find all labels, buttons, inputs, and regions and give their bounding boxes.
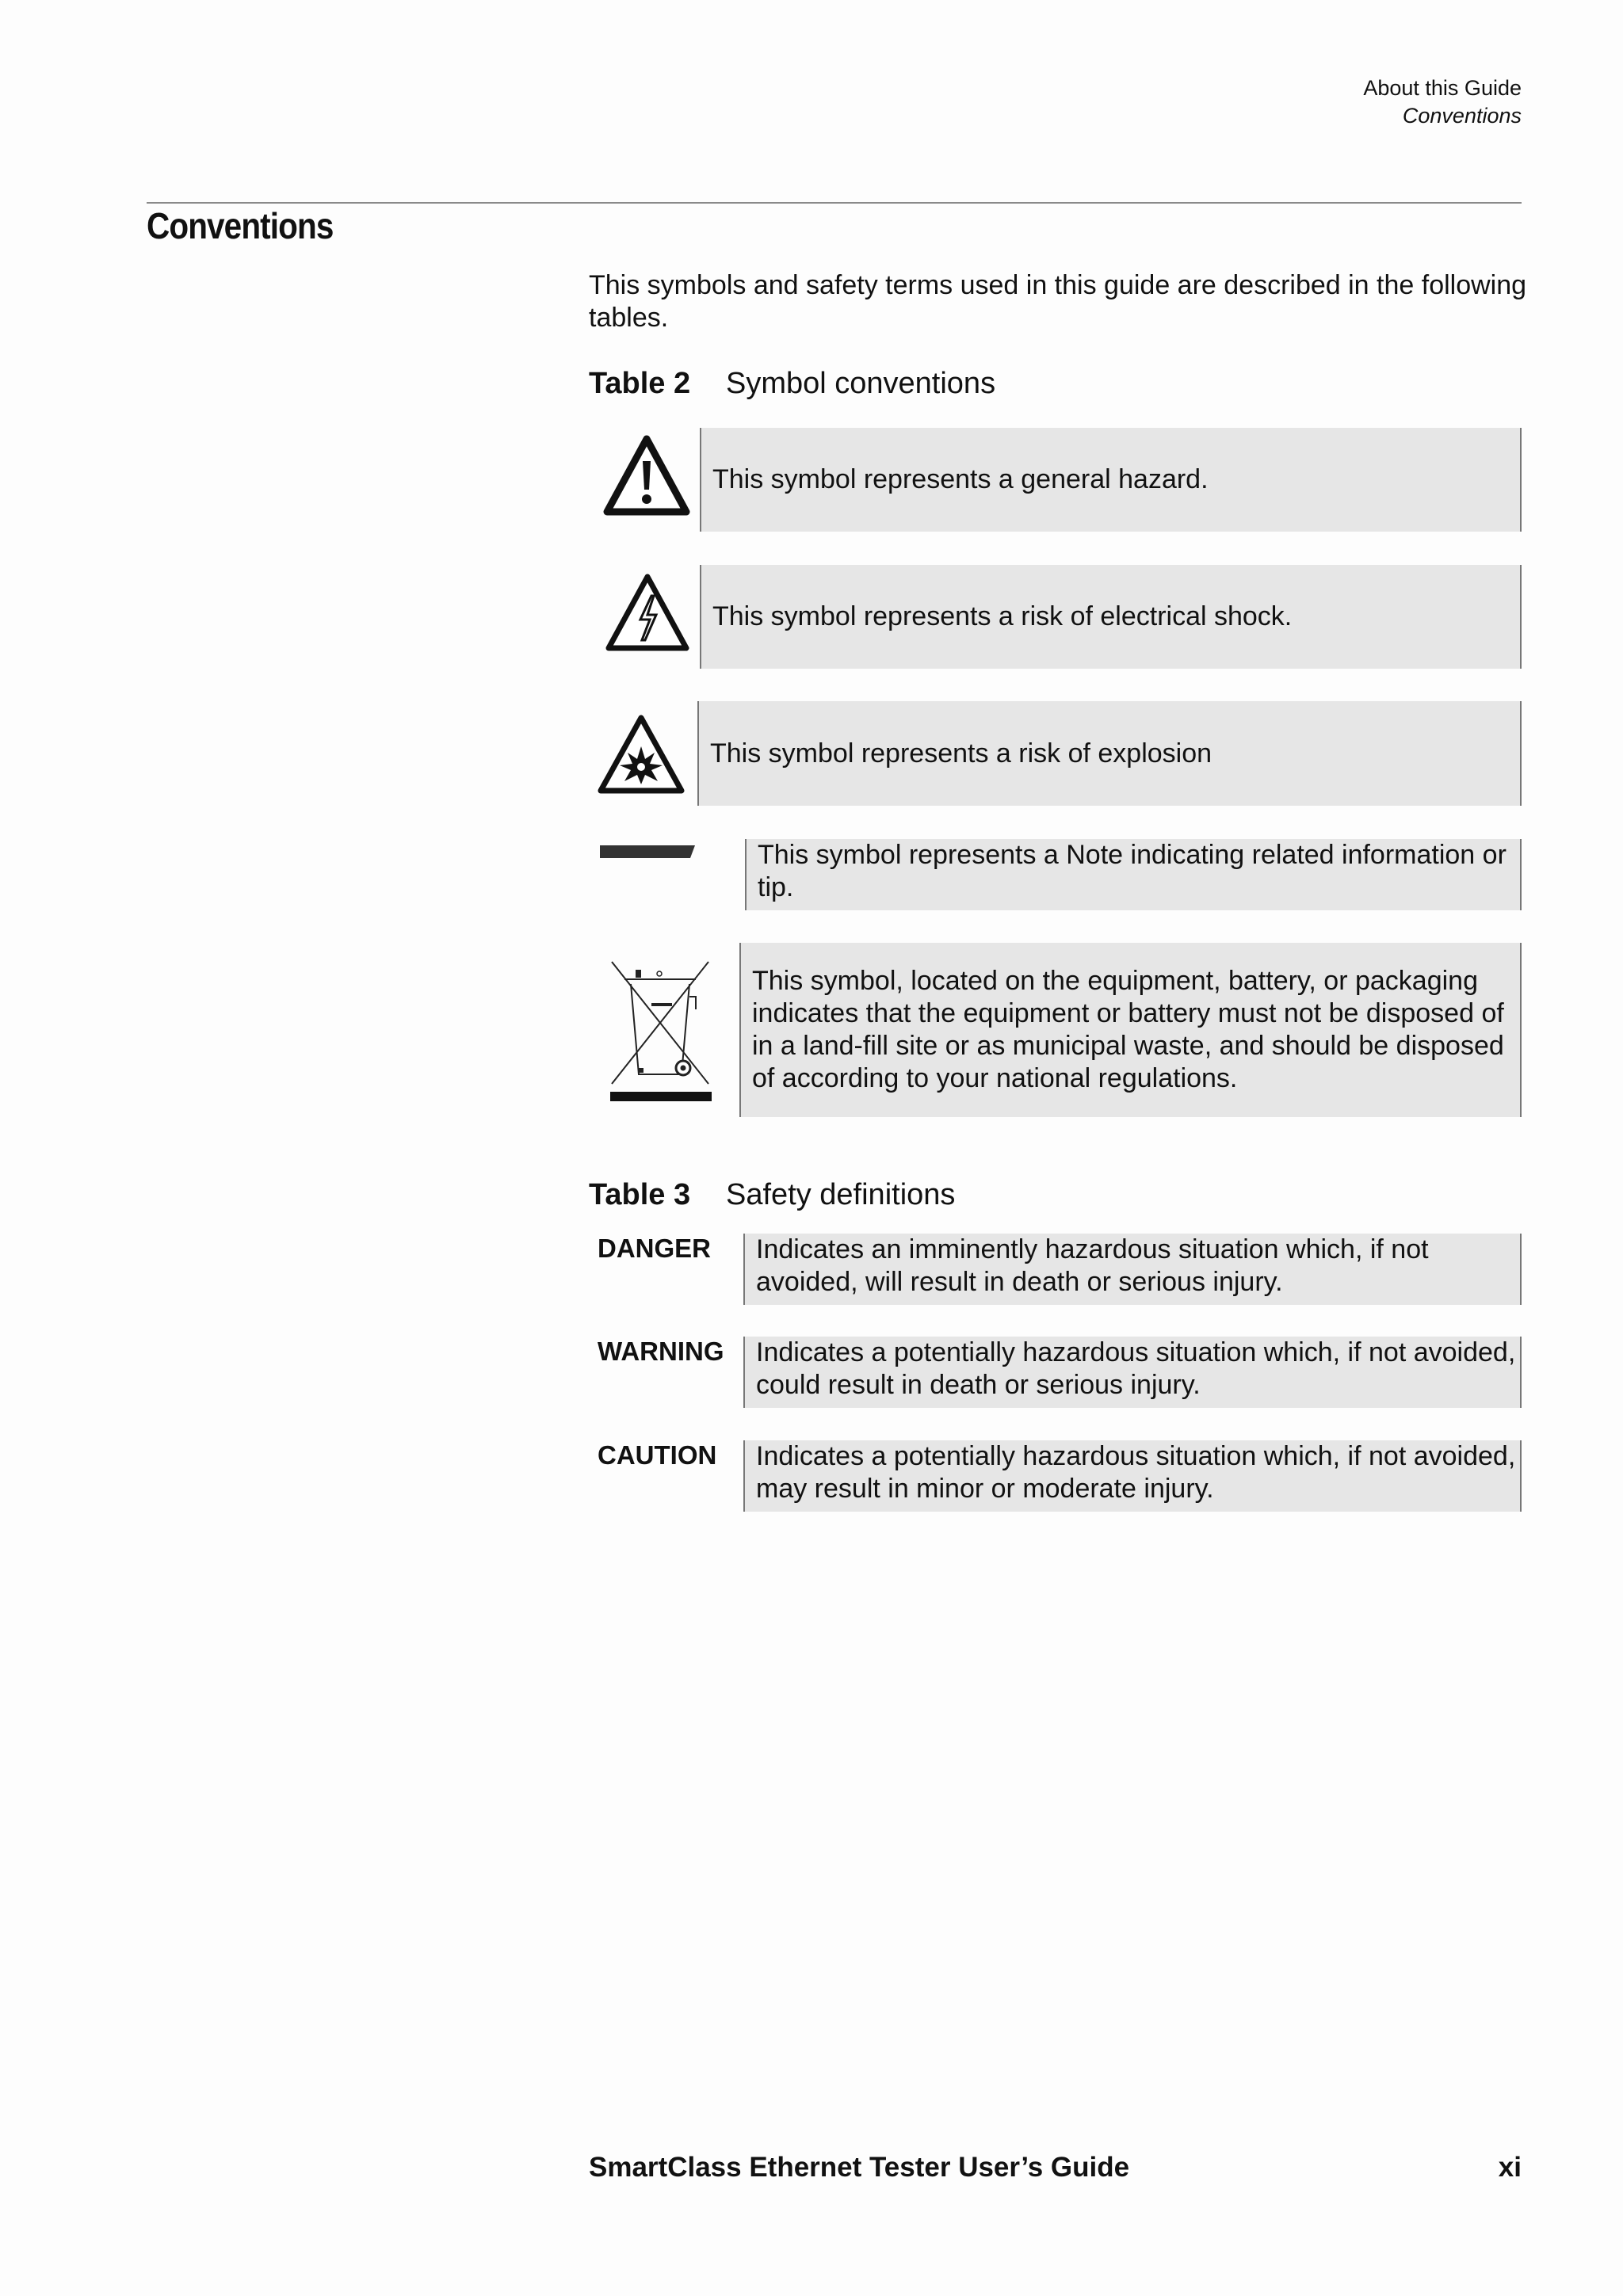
table3-title: Safety definitions [726,1178,956,1211]
danger-term: DANGER [598,1234,712,1263]
explosion-icon [596,713,686,795]
section-title: Conventions [147,205,334,246]
warning-definition: Indicates a potentially hazardous situation which, if not avoided, could result in death or serious injury. [743,1337,1522,1408]
table2-caption [589,367,995,401]
table2-row-5-text: This symbol, located on the equipment, battery, or packaging indicates that the equipment or battery must not be disposed of in a land-fill site or as municipal waste, and should be disposed of according to your national regulations. [739,943,1522,1117]
weee-crossed-bin-icon [607,957,715,1104]
table2-number: Table 2 [589,367,691,400]
running-head-chapter: About this Guide [1363,76,1522,100]
caution-term: CAUTION [598,1440,717,1470]
note-icon [600,845,695,860]
intro-paragraph: This symbols and safety terms used in this guide are described in the following tables. [589,270,1527,333]
table2-title: Symbol conventions [726,367,996,400]
electrical-shock-icon [604,572,691,653]
running-head [1363,74,1522,130]
danger-definition: Indicates an imminently hazardous situation which, if not avoided, will result in death or serious injury. [743,1234,1522,1305]
table2-row-4-text: This symbol represents a Note indicating related information or tip. [745,839,1522,910]
page-number: xi [1498,2152,1522,2183]
table2-row-1-text: This symbol represents a general hazard. [700,428,1522,532]
warning-term: WARNING [598,1337,724,1366]
general-hazard-icon [602,434,691,517]
table3-caption [589,1178,955,1212]
caution-definition: Indicates a potentially hazardous situation which, if not avoided, may result in minor or moderate injury. [743,1440,1522,1512]
table3-number: Table 3 [589,1178,691,1211]
section-divider [147,202,1522,204]
running-head-section: Conventions [1402,104,1522,128]
footer-title: SmartClass Ethernet Tester User’s Guide [589,2152,1130,2183]
table2-row-3-text: This symbol represents a risk of explosion [697,701,1522,806]
table2-row-2-text: This symbol represents a risk of electrical shock. [700,565,1522,669]
